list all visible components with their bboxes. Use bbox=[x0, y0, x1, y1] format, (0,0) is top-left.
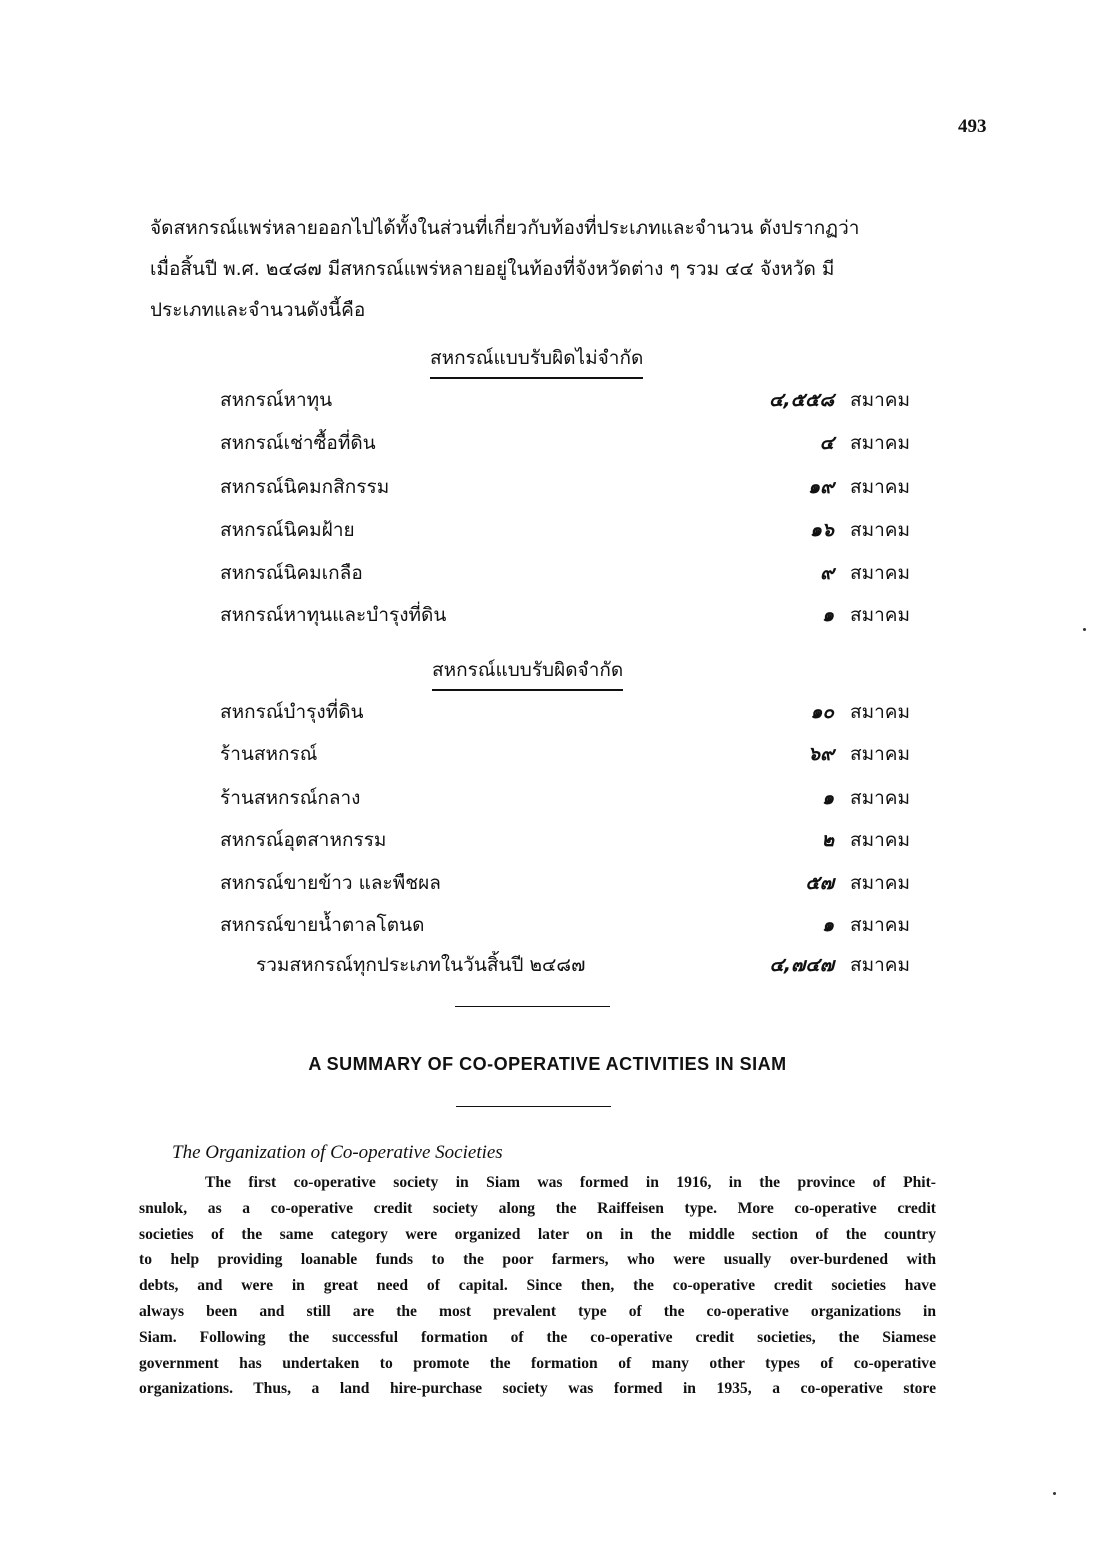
body-line: to help providing loanable funds to the poor farmers, who were usually over-burdened with bbox=[139, 1251, 936, 1269]
count-unit: สมาคม bbox=[849, 389, 910, 411]
society-count: ๑ bbox=[821, 604, 834, 626]
society-type: ร้านสหกรณ์ bbox=[220, 743, 318, 765]
unlimited-section-heading-text: สหกรณ์แบบรับผิดไม่จำกัด bbox=[430, 347, 644, 369]
society-count: ๑๐ bbox=[810, 701, 834, 723]
limited-section-heading bbox=[432, 655, 623, 685]
count-unit: สมาคม bbox=[849, 787, 910, 809]
table-row bbox=[220, 825, 910, 855]
table-row bbox=[220, 868, 910, 898]
count-unit: สมาคม bbox=[849, 476, 910, 498]
scan-speck bbox=[1053, 1492, 1056, 1495]
body-line: societies of the same category were organized later on in the middle section of the country bbox=[139, 1225, 936, 1243]
scan-speck bbox=[1083, 628, 1086, 631]
divider-rule bbox=[455, 1006, 610, 1007]
society-count: ๑๖ bbox=[809, 519, 834, 541]
society-count: ๖๙ bbox=[808, 743, 834, 765]
count-unit: สมาคม bbox=[849, 562, 910, 584]
total-label: รวมสหกรณ์ทุกประเภทในวันสิ้นปี ๒๔๘๗ bbox=[256, 954, 586, 976]
thai-intro-line: ประเภทและจำนวนดังนี้คือ bbox=[150, 299, 366, 321]
count-unit: สมาคม bbox=[849, 872, 910, 894]
society-type: สหกรณ์นิคมกสิกรรม bbox=[220, 476, 390, 498]
count-unit: สมาคม bbox=[849, 829, 910, 851]
society-type: สหกรณ์นิคมเกลือ bbox=[220, 562, 363, 584]
table-row bbox=[220, 472, 910, 502]
society-type: สหกรณ์เช่าซื้อที่ดิน bbox=[220, 432, 376, 454]
society-type: สหกรณ์นิคมฝ้าย bbox=[220, 519, 355, 541]
society-count: ๑ bbox=[821, 787, 834, 809]
table-row bbox=[220, 600, 910, 630]
count-unit: สมาคม bbox=[849, 954, 910, 976]
table-row bbox=[220, 783, 910, 813]
society-count: ๕๗ bbox=[805, 872, 834, 894]
table-row bbox=[220, 739, 910, 769]
subsection-title: The Organization of Co-operative Societies bbox=[172, 1142, 503, 1163]
society-count: ๑ bbox=[821, 914, 834, 936]
count-unit: สมาคม bbox=[849, 432, 910, 454]
table-row bbox=[220, 385, 910, 415]
table-total-row bbox=[220, 950, 910, 980]
society-count: ๔ bbox=[819, 432, 834, 454]
body-line: debts, and were in great need of capital. Since then, the co-operative credit societies have bbox=[139, 1277, 936, 1295]
table-row bbox=[220, 910, 910, 940]
thai-intro-paragraph bbox=[150, 208, 950, 331]
society-type: สหกรณ์หาทุนและบำรุงที่ดิน bbox=[220, 604, 447, 626]
divider-rule bbox=[456, 1106, 611, 1107]
society-count: ๔,๕๕๘ bbox=[768, 389, 834, 411]
unlimited-section-heading bbox=[430, 343, 643, 373]
society-count: ๑๙ bbox=[808, 476, 834, 498]
heading-underline bbox=[432, 689, 623, 691]
body-line: The first co-operative society in Siam was formed in 1916, in the province of Phit- bbox=[205, 1174, 936, 1191]
society-type: สหกรณ์บำรุงที่ดิน bbox=[220, 701, 364, 723]
count-unit: สมาคม bbox=[849, 914, 910, 936]
thai-intro-line: จัดสหกรณ์แพร่หลายออกไปได้ทั้งในส่วนที่เกี่ยวกับท้องที่ประเภทและจำนวน ดังปรากฏว่า bbox=[150, 217, 860, 239]
body-line: always been and still are the most prevalent type of the co-operative organizations in bbox=[139, 1302, 936, 1320]
body-line: Siam. Following the successful formation of the co-operative credit societies, the Siamese bbox=[139, 1328, 936, 1346]
society-type: สหกรณ์ขายน้ำตาลโตนด bbox=[220, 914, 425, 936]
body-paragraph bbox=[139, 1170, 936, 1402]
count-unit: สมาคม bbox=[849, 604, 910, 626]
society-type: สหกรณ์หาทุน bbox=[220, 389, 333, 411]
table-row bbox=[220, 558, 910, 588]
body-line: government has undertaken to promote the formation of many other types of co-operative bbox=[139, 1354, 936, 1372]
society-count: ๒ bbox=[821, 829, 834, 851]
limited-section-heading-text: สหกรณ์แบบรับผิดจำกัด bbox=[432, 659, 624, 681]
body-line: organizations. Thus, a land hire-purchase society was formed in 1935, a co-operative store bbox=[139, 1380, 936, 1398]
thai-intro-line: เมื่อสิ้นปี พ.ศ. ๒๔๘๗ มีสหกรณ์แพร่หลายอยู่ในท้องที่จังหวัดต่าง ๆ รวม ๔๔ จังหวัด มี bbox=[150, 258, 835, 280]
table-row bbox=[220, 428, 910, 458]
count-unit: สมาคม bbox=[849, 743, 910, 765]
heading-underline bbox=[430, 377, 643, 379]
table-row bbox=[220, 697, 910, 727]
total-count: ๔,๗๔๗ bbox=[769, 954, 834, 976]
page-number: 493 bbox=[958, 116, 987, 137]
count-unit: สมาคม bbox=[849, 701, 910, 723]
society-type: สหกรณ์ขายข้าว และพืชผล bbox=[220, 872, 441, 894]
society-type: ร้านสหกรณ์กลาง bbox=[220, 787, 361, 809]
table-row bbox=[220, 515, 910, 545]
count-unit: สมาคม bbox=[849, 519, 910, 541]
english-title: A SUMMARY OF CO-OPERATIVE ACTIVITIES IN SIAM bbox=[308, 1054, 787, 1074]
society-count: ๙ bbox=[820, 562, 834, 584]
body-line: snulok, as a co-operative credit society along the Raiffeisen type. More co-operative credit bbox=[139, 1199, 936, 1217]
society-type: สหกรณ์อุตสาหกรรม bbox=[220, 829, 387, 851]
